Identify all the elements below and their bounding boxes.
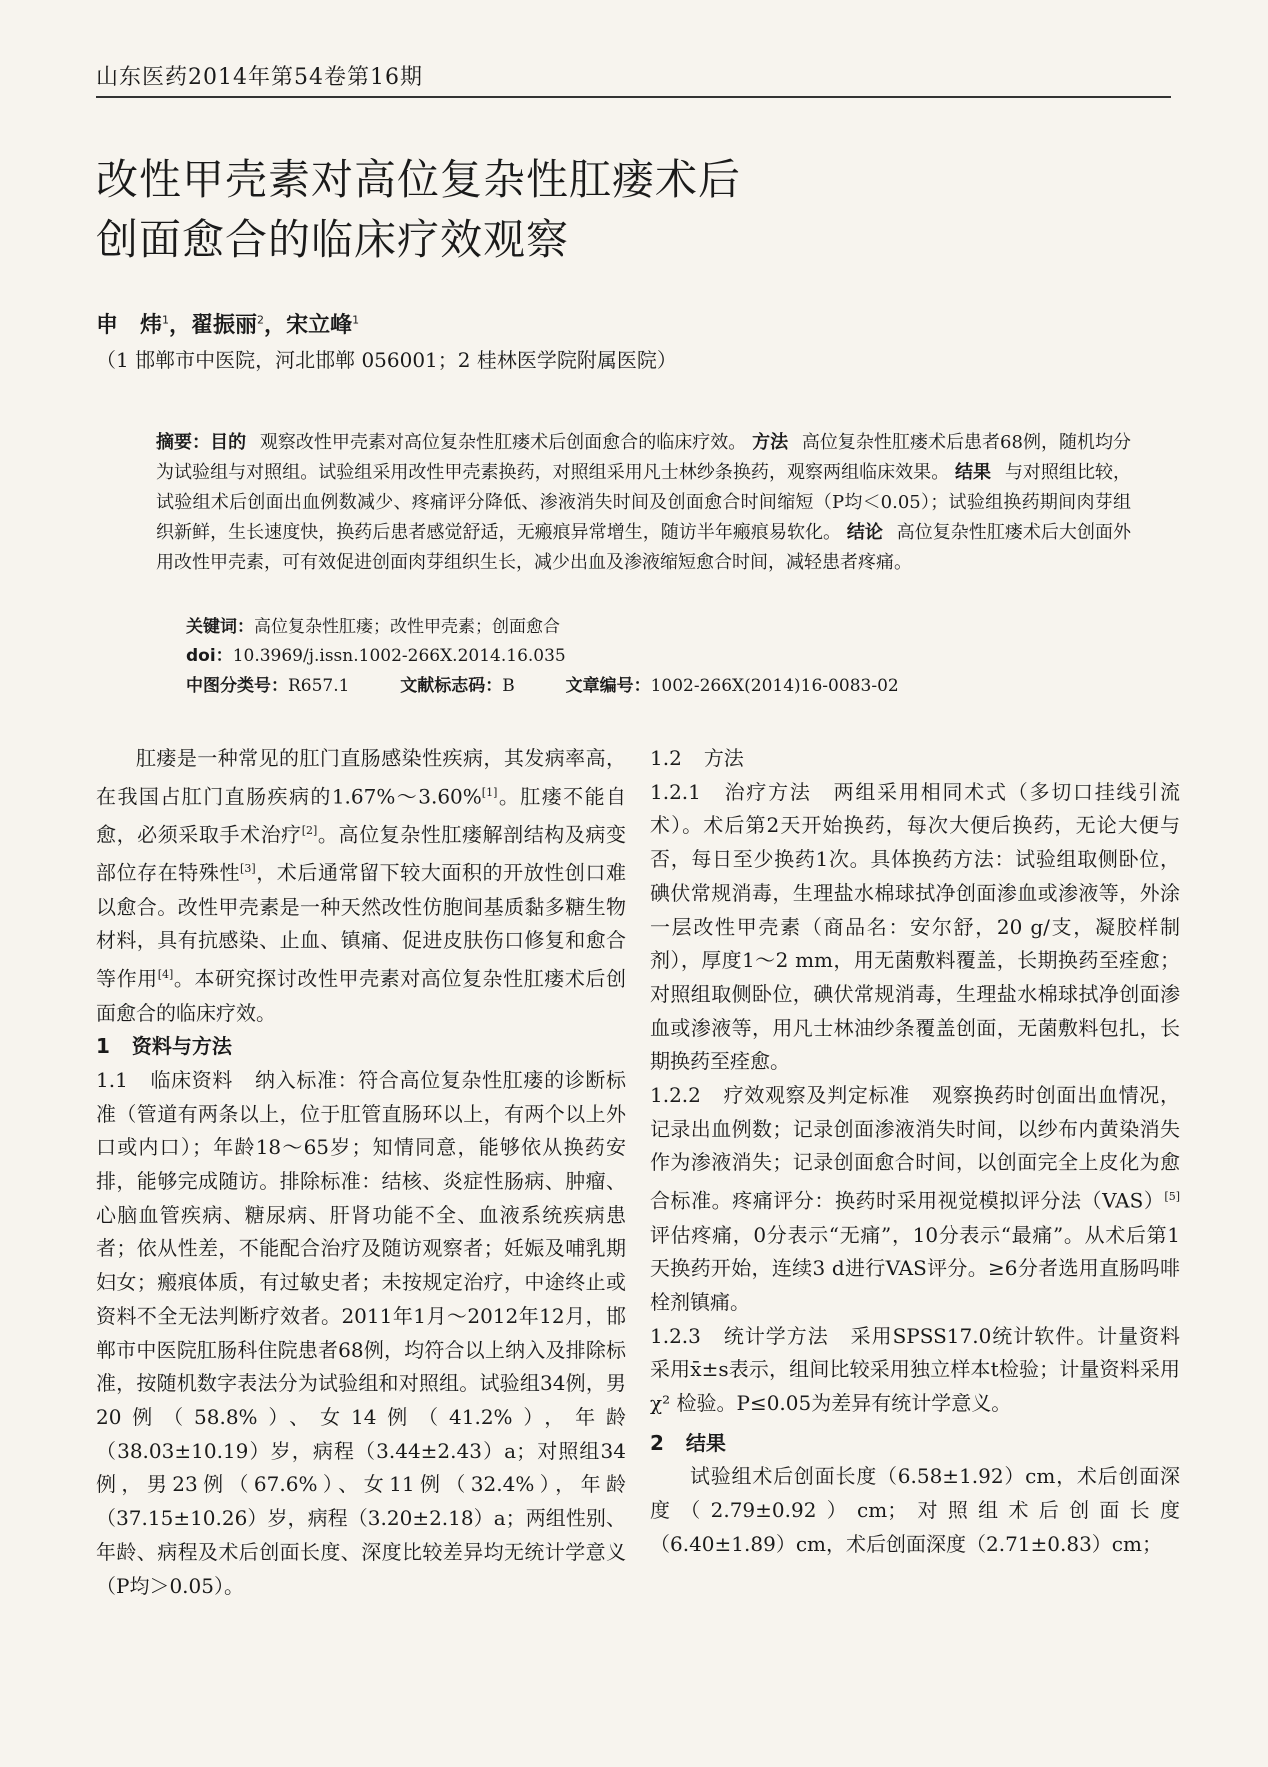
section-heading-1-2: 1.2 方法 [650,746,744,770]
reference-mark: [3] [240,862,256,876]
reference-mark: [4] [157,968,174,982]
keywords-value: 高位复杂性肛瘘；改性甲壳素；创面愈合 [254,617,560,637]
abstract-methods: 高位复杂性肛瘘术后患者68例，随机均分为试验组与对照组。试验组采用改性甲壳素换药，对照组采用凡士林纱条换药，观察两组临床效果。 [156,432,1132,483]
abstract-methods-label: 方法 [752,432,789,453]
article-number-label: 文章编号： [565,676,651,696]
author-name: 宋立峰 [286,313,353,338]
clinical-data-paragraph: 1.1 临床资料 纳入标准：符合高位复杂性肛瘘的诊断标准（管道有两条以上，位于肛管直肠环以上，有两个以上外口或内口）；年龄18～65岁；知情同意，能够依从换药安排，能够完成随访。排除标准：结核、炎症性肠病、肿瘤、心脑血管疾病、糖尿病、肝肾功能不全、血液系统疾病患者；依从性差，不能配合治疗及随访观察者；妊娠及哺乳期妇女；瘢痕体质，有过敏史者；未按规定治疗，中途终止或资料不全无法判断疗效者。2011年1月～2012年12月，邯郸市中医院肛肠科住院患者68例，均符合以上纳入及排除标准，按随机数字表法分为试验组和对照组。试验组34例，男20例（58.8%）、女14例（41.2%），年龄（38.03±10.19）岁，病程（3.44±2.43）a；对照组34例，男23例（67.6%）、女11例（32.4%），年龄（37.15±10.26）岁，病程（3.20±2.18）a；两组性别、年龄、病程及术后创面长度、深度比较差异均无统计学意义（P均＞0.05）。 [96,1067,627,1598]
clc-label: 中图分类号： [186,676,288,696]
abstract-objective: 观察改性甲壳素对高位复杂性肛瘘术后创面愈合的临床疗效。 [259,432,747,453]
article-title [96,150,876,270]
keywords-label: 关键词： [186,617,254,637]
intro-paragraph: 肛瘘是一种常见的肛门直肠感染性疾病，其发病率高，在我国占肛门直肠疾病的1.67%～3.60%[1]。肛瘘不能自愈，必须采取手术治疗[2]。高位复杂性肛瘘解剖结构及病变部位存在特殊性[3]，术后通常留下较大面积的开放性创口难以愈合。改性甲壳素是一种天然改性仿胞间基质黏多糖生物材料，具有抗感染、止血、镇痛、促进皮肤伤口修复和愈合等作用[4]。本研究探讨改性甲壳素对高位复杂性肛瘘术后创面愈合的临床疗效。 [96,746,627,1025]
doi-label: doi： [186,646,233,666]
efficacy-criteria-paragraph: 1.2.2 疗效观察及判定标准 观察换药时创面出血情况，记录出血例数；记录创面渗液消失时间，以纱布内黄染消失作为渗液消失；记录创面愈合时间，以创面完全上皮化为愈合标准。疼痛评分：换药时采用视觉模拟评分法（VAS）[5]评估疼痛，0分表示“无痛”，10分表示“最痛”。从术后第1天换药开始，连续3 d进行VAS评分。≥6分者选用直肠吗啡栓剂镇痛。 [650,1083,1181,1314]
body-column-right [650,742,1180,1562]
header-rule [96,96,1171,98]
doi [186,641,566,666]
author-affiliation-mark: 1 [352,313,360,327]
reference-mark: [1] [481,785,498,799]
title-line-2: 创面愈合的临床疗效观察 [96,215,570,264]
abstract-conclusion-label: 结论 [846,522,883,543]
section-heading-2: 2 结果 [650,1430,726,1455]
doi-value: 10.3969/j.issn.1002-266X.2014.16.035 [232,646,566,666]
author-name: 申 炜 [96,313,163,338]
author-affiliation: （1 邯郸市中医院，河北邯郸 056001；2 桂林医学院附属医院） [96,348,677,372]
doc-code-value: B [502,676,515,696]
running-head: 山东医药2014年第54卷第16期 [96,65,423,90]
title-line-1: 改性甲壳素对高位复杂性肛瘘术后 [96,155,742,204]
classification-info [186,671,899,696]
statistics-paragraph: 1.2.3 统计学方法 采用SPSS17.0统计软件。计量资料采用x̄±s表示，组间比较采用独立样本t检验；计量资料采用χ² 检验。P≤0.05为差异有统计学意义。 [650,1323,1180,1416]
abstract-conclusion: 高位复杂性肛瘘术后大创面外用改性甲壳素，可有效促进创面肉芽组织生长，减少出血及渗液缩短愈合时间，减轻患者疼痛。 [156,522,1132,573]
reference-mark: [2] [301,824,318,838]
author-affiliation-mark: 2 [257,313,265,327]
doc-code-label: 文献标志码： [400,676,503,696]
author-separator: ， [264,313,287,338]
author-name: 翟振丽 [191,313,258,338]
body-column-left [96,742,626,1603]
clc-value: R657.1 [288,676,350,696]
article-number-value: 1002-266X(2014)16-0083-02 [650,676,899,696]
results-paragraph: 试验组术后创面长度（6.58±1.92）cm，术后创面深度（2.79±0.92）cm；对照组术后创面长度（6.40±1.89）cm，术后创面深度（2.71±0.83）cm； [650,1464,1180,1556]
abstract-results: 与对照组比较，试验组术后创面出血例数减少、疼痛评分降低、渗液消失时间及创面愈合时间缩短（P均＜0.05）；试验组换药期间肉芽组织新鲜，生长速度快，换药后患者感觉舒适，无瘢痕异常增生，随访半年瘢痕易软化。 [156,462,1132,543]
author-affiliation-mark: 1 [162,313,170,327]
abstract-label: 摘要：目的 [156,432,247,453]
treatment-method-paragraph: 1.2.1 治疗方法 两组采用相同术式（多切口挂线引流术）。术后第2天开始换药，每次大便后换药，无论大便与否，每日至少换药1次。具体换药方法：试验组取侧卧位，碘伏常规消毒，生理盐水棉球拭净创面渗血或渗液等，外涂一层改性甲壳素（商品名：安尔舒，20 g/支，凝胶样制剂），厚度1～2 mm，用无菌敷料覆盖，长期换药至痊愈；对照组取侧卧位，碘伏常规消毒，生理盐水棉球拭净创面渗血或渗液等，用凡士林油纱条覆盖创面，无菌敷料包扎，长期换药至痊愈。 [650,779,1181,1074]
reference-mark: [5] [1164,1190,1180,1204]
keywords [186,612,560,637]
abstract [156,428,1131,578]
author-separator: ， [169,313,192,338]
author-list [96,308,359,339]
section-heading-1: 1 资料与方法 [96,1034,232,1059]
abstract-results-label: 结果 [955,462,992,483]
